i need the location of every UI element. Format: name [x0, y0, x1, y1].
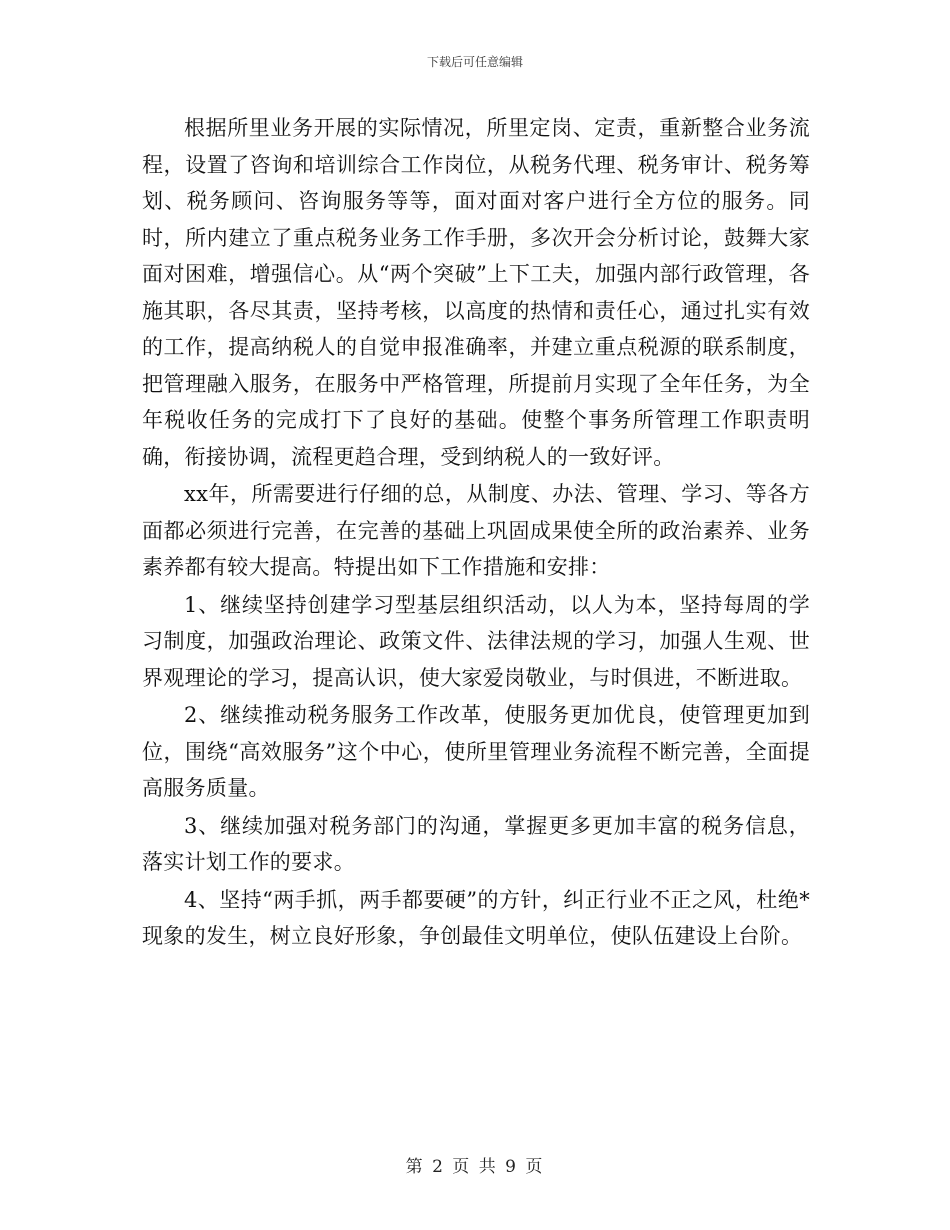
body-text [142, 110, 810, 955]
paragraph-measure-3: 3、继续加强对税务部门的沟通，掌握更多更加丰富的税务信息，落实计划工作的要求。 [142, 813, 810, 874]
page-number-footer: 第 2 页 共 9 页 [405, 1157, 545, 1177]
paragraph-measure-1: 1、继续坚持创建学习型基层组织活动，以人为本，坚持每周的学习制度，加强政治理论、政策文件、法律法规的学习，加强人生观、世界观理论的学习，提高认识，使大家爱岗敬业，与时俱进，不断进取。 [142, 592, 810, 690]
paragraph-measure-2: 2、继续推动税务服务工作改革，使服务更加优良，使管理更加到位，围绕“高效服务”这个中心，使所里管理业务流程不断完善，全面提高服务质量。 [142, 703, 810, 800]
paragraph-summary: 根据所里业务开展的实际情况，所里定岗、定责，重新整合业务流程，设置了咨询和培训综合工作岗位，从税务代理、税务审计、税务筹划、税务顾问、咨询服务等等，面对面对客户进行全方位的服务。同时，所内建立了重点税务业务工作手册，多次开会分析讨论，鼓舞大家面对困难，增强信心。从“两个突破”上下工夫，加强内部行政管理，各施其职，各尽其责，坚持考核，以高度的热情和责任心，通过扎实有效的工作，提高纳税人的自觉申报准确率，并建立重点税源的联系制度，把管理融入服务，在服务中严格管理，所提前月实现了全年任务，为全年税收任务的完成打下了良好的基础。使整个事务所管理工作职责明确，衔接协调，流程更趋合理，受到纳税人的一致好评。 [142, 116, 810, 469]
paragraph-plan-intro: xx年，所需要进行仔细的总，从制度、办法、管理、学习、等各方面都必须进行完善，在完善的基础上巩固成果使全所的政治素养、业务素养都有较大提高。特提出如下工作措施和安排： [142, 482, 810, 579]
paragraph-measure-4: 4、坚持“两手抓，两手都要硬”的方针，纠正行业不正之风，杜绝*现象的发生，树立良好形象，争创最佳文明单位，使队伍建设上台阶。 [142, 887, 810, 948]
header-note: 下载后可任意编辑 [426, 55, 523, 69]
